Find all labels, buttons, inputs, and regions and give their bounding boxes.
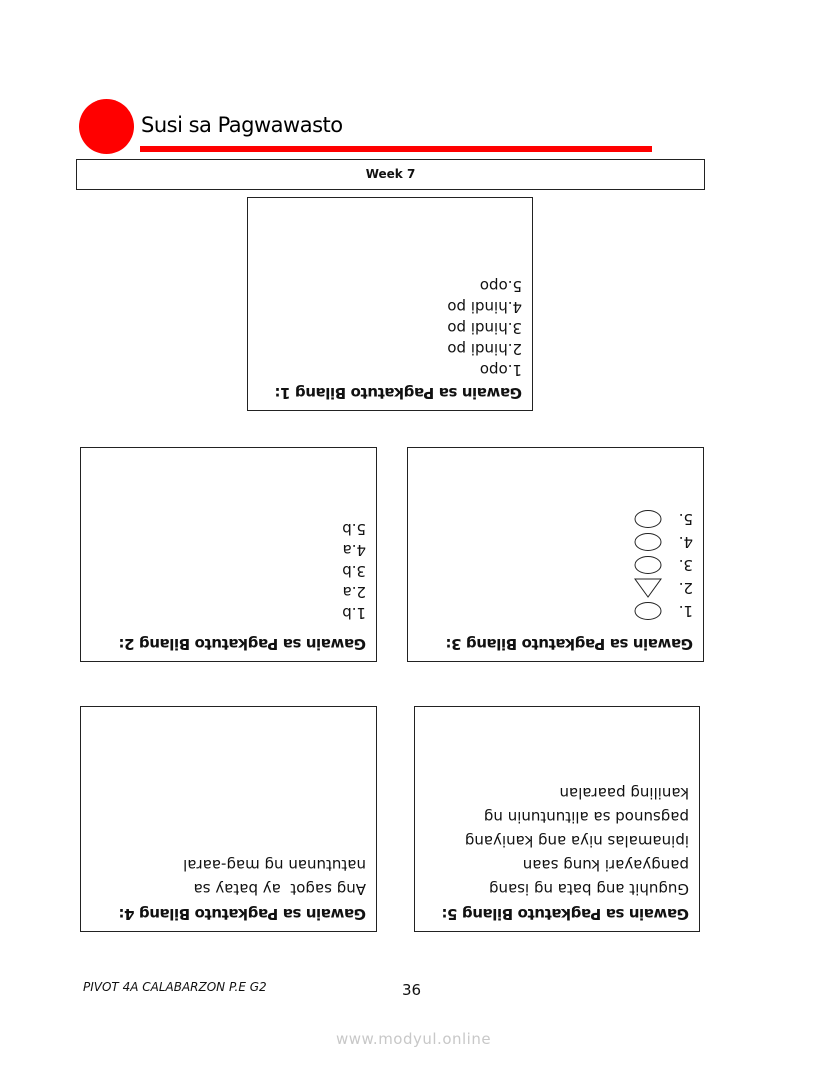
answer-line: ipinamalas niya ang kaniyang <box>464 832 689 850</box>
oval-icon <box>633 556 663 576</box>
activity-1-box <box>247 197 533 411</box>
oval-icon <box>633 510 663 530</box>
activity-3-heading: Gawain sa Pagkatuto Bilang 3: <box>445 635 693 653</box>
answer-item: 2.a <box>342 583 366 601</box>
activity-1-heading: Gawain sa Pagkatuto Bilang 1: <box>274 384 522 402</box>
shape-item <box>418 554 693 577</box>
answer-line: pangyayari kung saan <box>522 856 689 874</box>
answer-item: 1.b <box>342 604 366 622</box>
activity-5-box <box>414 706 700 932</box>
week-label: Week 7 <box>76 159 705 190</box>
shape-item <box>418 600 693 623</box>
shape-number: 1. <box>678 602 693 621</box>
oval-icon <box>633 602 663 622</box>
answer-item: 3.b <box>342 562 366 580</box>
page-number: 36 <box>402 981 422 999</box>
answer-item: 5.opo <box>479 277 522 295</box>
answer-item: 4.hindi po <box>447 298 522 316</box>
activity-4-heading: Gawain sa Pagkatuto Bilang 4: <box>118 905 366 923</box>
shape-item <box>418 531 693 554</box>
answer-line: Guguhit ang bata ng isang <box>488 880 689 898</box>
watermark: www.modyul.online <box>336 1030 492 1048</box>
answer-item: 3.hindi po <box>447 319 522 337</box>
answer-line: natutunan ng mag-aaral <box>183 856 366 874</box>
page-title: Susi sa Pagwawasto <box>141 113 343 137</box>
answer-item: 5.b <box>342 520 366 538</box>
activity-4-box <box>80 706 377 932</box>
oval-icon <box>633 533 663 553</box>
shape-item <box>418 508 693 531</box>
shape-number: 5. <box>678 510 693 529</box>
red-circle-bullet-icon <box>79 99 134 154</box>
footer-source: PIVOT 4A CALABARZON P.E G2 <box>83 980 267 994</box>
shape-number: 3. <box>678 556 693 575</box>
activity-2-heading: Gawain sa Pagkatuto Bilang 2: <box>118 635 366 653</box>
answer-item: 2.hindi po <box>447 340 522 358</box>
triangle-icon <box>633 578 663 600</box>
answer-item: 4.a <box>342 541 366 559</box>
shape-item <box>418 577 693 600</box>
answer-line: pagsunod sa alituntunin ng <box>483 808 689 826</box>
answer-item: 1.opo <box>479 361 522 379</box>
activity-3-box <box>407 447 704 662</box>
activity-2-box <box>80 447 377 662</box>
shape-number: 2. <box>678 579 693 598</box>
activity-5-heading: Gawain sa Pagkatuto Bilang 5: <box>441 905 689 923</box>
answer-line: Ang sagot ay batay sa <box>193 880 366 898</box>
shape-number: 4. <box>678 533 693 552</box>
answer-line: kaniling paaralan <box>559 784 689 802</box>
title-underline <box>140 146 652 152</box>
